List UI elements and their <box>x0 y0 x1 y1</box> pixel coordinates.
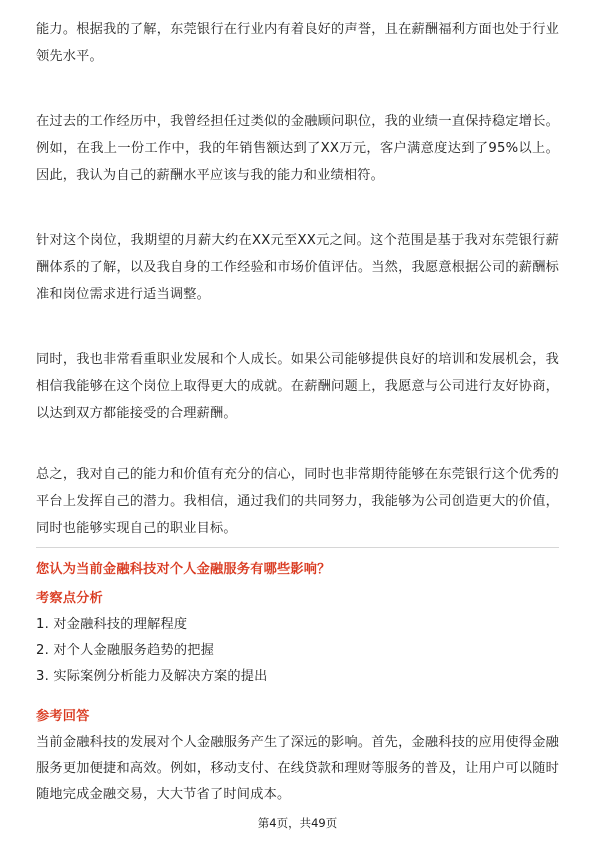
section-divider <box>36 547 559 548</box>
list-item: 2. 对个人金融服务趋势的把握 <box>36 643 215 658</box>
analysis-list <box>36 612 268 690</box>
paragraph-5: 总之，我对自己的能力和价值有充分的信心，同时也非常期待能够在东莞银行这个优秀的平台上发挥自己的潜力。我相信，通过我们的共同努力，我能够为公司创造更大的价值，同时也能够实现自己的职业目标。 <box>36 467 559 536</box>
reference-answer: 当前金融科技的发展对个人金融服务产生了深远的影响。首先，金融科技的应用使得金融服务更加便捷和高效。例如，移动支付、在线贷款和理财等服务的普及，让用户可以随时随地完成金融交易，大大节省了时间成本。 <box>36 735 559 802</box>
paragraph-4: 同时，我也非常看重职业发展和个人成长。如果公司能够提供良好的培训和发展机会，我相信我能够在这个岗位上取得更大的成就。在薪酬问题上，我愿意与公司进行友好协商，以达到双方都能接受的合理薪酬。 <box>36 352 559 421</box>
answer-body <box>36 16 559 542</box>
analysis-title: 考察点分析 <box>36 591 103 606</box>
paragraph-1: 能力。根据我的了解，东莞银行在行业内有着良好的声誉，且在薪酬福利方面也处于行业领先水平。 <box>36 22 559 64</box>
reference-title: 参考回答 <box>36 709 90 724</box>
paragraph-2: 在过去的工作经历中，我曾经担任过类似的金融顾问职位，我的业绩一直保持稳定增长。例如，在我上一份工作中，我的年销售额达到了XX万元，客户满意度达到了95%以上。因此，我认为自己的薪酬水平应该与我的能力和业绩相符。 <box>36 114 559 183</box>
question-heading: 您认为当前金融科技对个人金融服务有哪些影响？ <box>36 562 331 577</box>
page-footer: 第4页，共49页 <box>257 816 338 830</box>
list-item: 3. 实际案例分析能力及解决方案的提出 <box>36 669 268 684</box>
list-item: 1. 对金融科技的理解程度 <box>36 617 188 632</box>
paragraph-3: 针对这个岗位，我期望的月薪大约在XX元至XX元之间。这个范围是基于我对东莞银行薪酬体系的了解，以及我自身的工作经验和市场价值评估。当然，我愿意根据公司的薪酬标准和岗位需求进行适当调整。 <box>36 233 559 302</box>
